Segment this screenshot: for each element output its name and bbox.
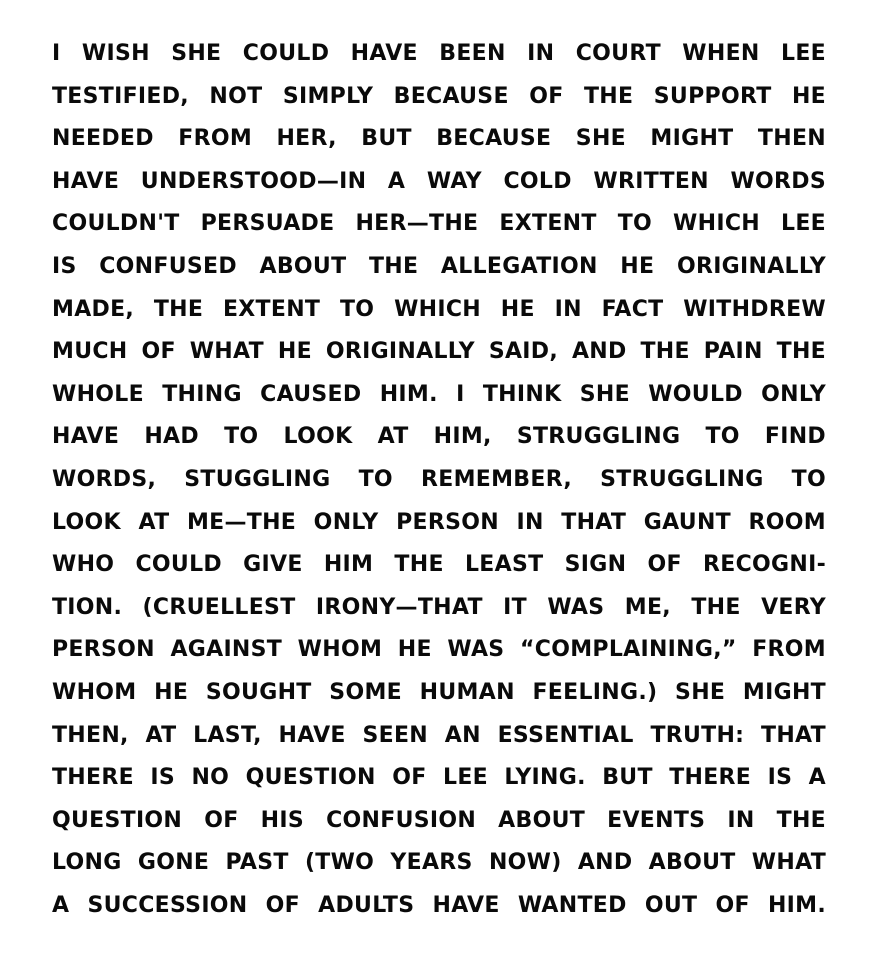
text-block <box>52 33 826 927</box>
text-line: I WISH SHE COULD HAVE BEEN IN COURT WHEN LEE <box>52 41 826 66</box>
text-line: THERE IS NO QUESTION OF LEE LYING. BUT THERE IS A <box>52 765 826 791</box>
text-line: HAVE HAD TO LOOK AT HIM, STRUGGLING TO FIND <box>52 424 826 450</box>
text-line: LOOK AT ME—THE ONLY PERSON IN THAT GAUNT ROOM <box>52 509 826 535</box>
text-line: TION. (CRUELLEST IRONY—THAT IT WAS ME, THE VERY <box>52 594 826 620</box>
text-line: A SUCCESSION OF ADULTS HAVE WANTED OUT OF HIM. <box>52 892 826 918</box>
text-line: NEEDED FROM HER, BUT BECAUSE SHE MIGHT THEN <box>52 126 826 152</box>
text-line: QUESTION OF HIS CONFUSION ABOUT EVENTS IN THE <box>52 807 826 833</box>
text-line: IS CONFUSED ABOUT THE ALLEGATION HE ORIGINALLY <box>52 253 826 279</box>
text-line: PERSON AGAINST WHOM HE WAS “COMPLAINING,” FROM <box>52 637 826 663</box>
text-line: WHOLE THING CAUSED HIM. I THINK SHE WOULD ONLY <box>52 381 826 407</box>
text-line: WHOM HE SOUGHT SOME HUMAN FEELING.) SHE MIGHT <box>52 679 826 705</box>
text-line: LONG GONE PAST (TWO YEARS NOW) AND ABOUT WHAT <box>52 850 826 876</box>
text-line: WHO COULD GIVE HIM THE LEAST SIGN OF RECOGNI- <box>52 552 826 578</box>
text-line: MUCH OF WHAT HE ORIGINALLY SAID, AND THE PAIN THE <box>52 339 826 365</box>
text-line: COULDN'T PERSUADE HER—THE EXTENT TO WHICH LEE <box>52 211 826 237</box>
text-line: WORDS, STUGGLING TO REMEMBER, STRUGGLING TO <box>52 466 826 492</box>
text-line: THEN, AT LAST, HAVE SEEN AN ESSENTIAL TRUTH: THAT <box>52 722 826 748</box>
text-line: TESTIFIED, NOT SIMPLY BECAUSE OF THE SUPPORT HE <box>52 83 826 109</box>
text-line: HAVE UNDERSTOOD—IN A WAY COLD WRITTEN WORDS <box>52 168 826 194</box>
text-line: MADE, THE EXTENT TO WHICH HE IN FACT WITHDREW <box>52 296 826 322</box>
